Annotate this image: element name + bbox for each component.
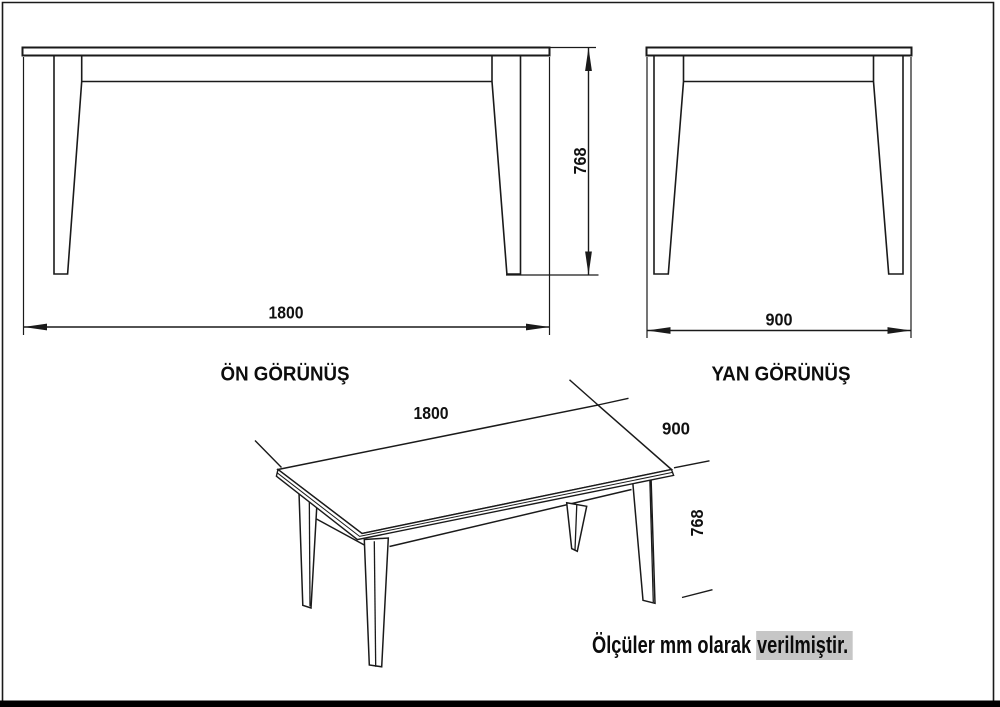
front-view-left-leg	[54, 56, 82, 275]
perspective-front-left-leg	[364, 538, 388, 667]
front-width-value: 1800	[268, 302, 304, 323]
leg-outline	[364, 538, 388, 667]
arrowhead-left	[24, 324, 48, 331]
perspective-back-right-leg	[567, 503, 587, 552]
arrowhead-bottom	[585, 252, 592, 276]
front-width-dimension	[24, 57, 550, 335]
perspective-view	[255, 380, 713, 667]
units-note-highlighted-text: verilmiştir.	[756, 631, 853, 660]
perspective-height-dimension	[682, 509, 713, 597]
perspective-front-right-leg	[633, 477, 656, 604]
arrowhead-right	[888, 327, 912, 334]
extension-line	[24, 57, 550, 335]
front-view-tabletop	[23, 48, 550, 56]
side-view-left-leg	[654, 56, 684, 275]
front-height-value: 768	[570, 145, 590, 175]
units-note-text: Ölçüler mm olarak	[592, 632, 757, 659]
leg-corner-edge	[309, 496, 310, 607]
arrowhead-left	[647, 327, 671, 334]
front-view-right-leg	[492, 56, 521, 275]
arrowhead-right	[526, 324, 550, 331]
side-view-tabletop	[647, 48, 912, 56]
frame-bottom-bar	[0, 701, 1000, 707]
side-width-dimension	[647, 57, 911, 338]
front-view-title: ÖN GÖRÜNÜŞ	[220, 362, 350, 386]
leg-outline	[299, 493, 317, 609]
arrowhead-top	[585, 48, 592, 72]
units-note	[592, 632, 853, 660]
perspective-height-value: 768	[687, 507, 707, 537]
extension-tick	[682, 590, 713, 598]
front-view	[23, 48, 599, 386]
side-view-title: YAN GÖRÜNÜŞ	[711, 362, 851, 386]
side-width-value: 900	[765, 309, 793, 330]
perspective-back-left-leg	[299, 493, 317, 609]
extension-line	[647, 57, 911, 338]
side-view-right-leg	[874, 56, 904, 275]
perspective-depth-value: 900	[662, 418, 691, 439]
perspective-length-value: 1800	[413, 403, 449, 423]
side-view	[647, 48, 912, 386]
